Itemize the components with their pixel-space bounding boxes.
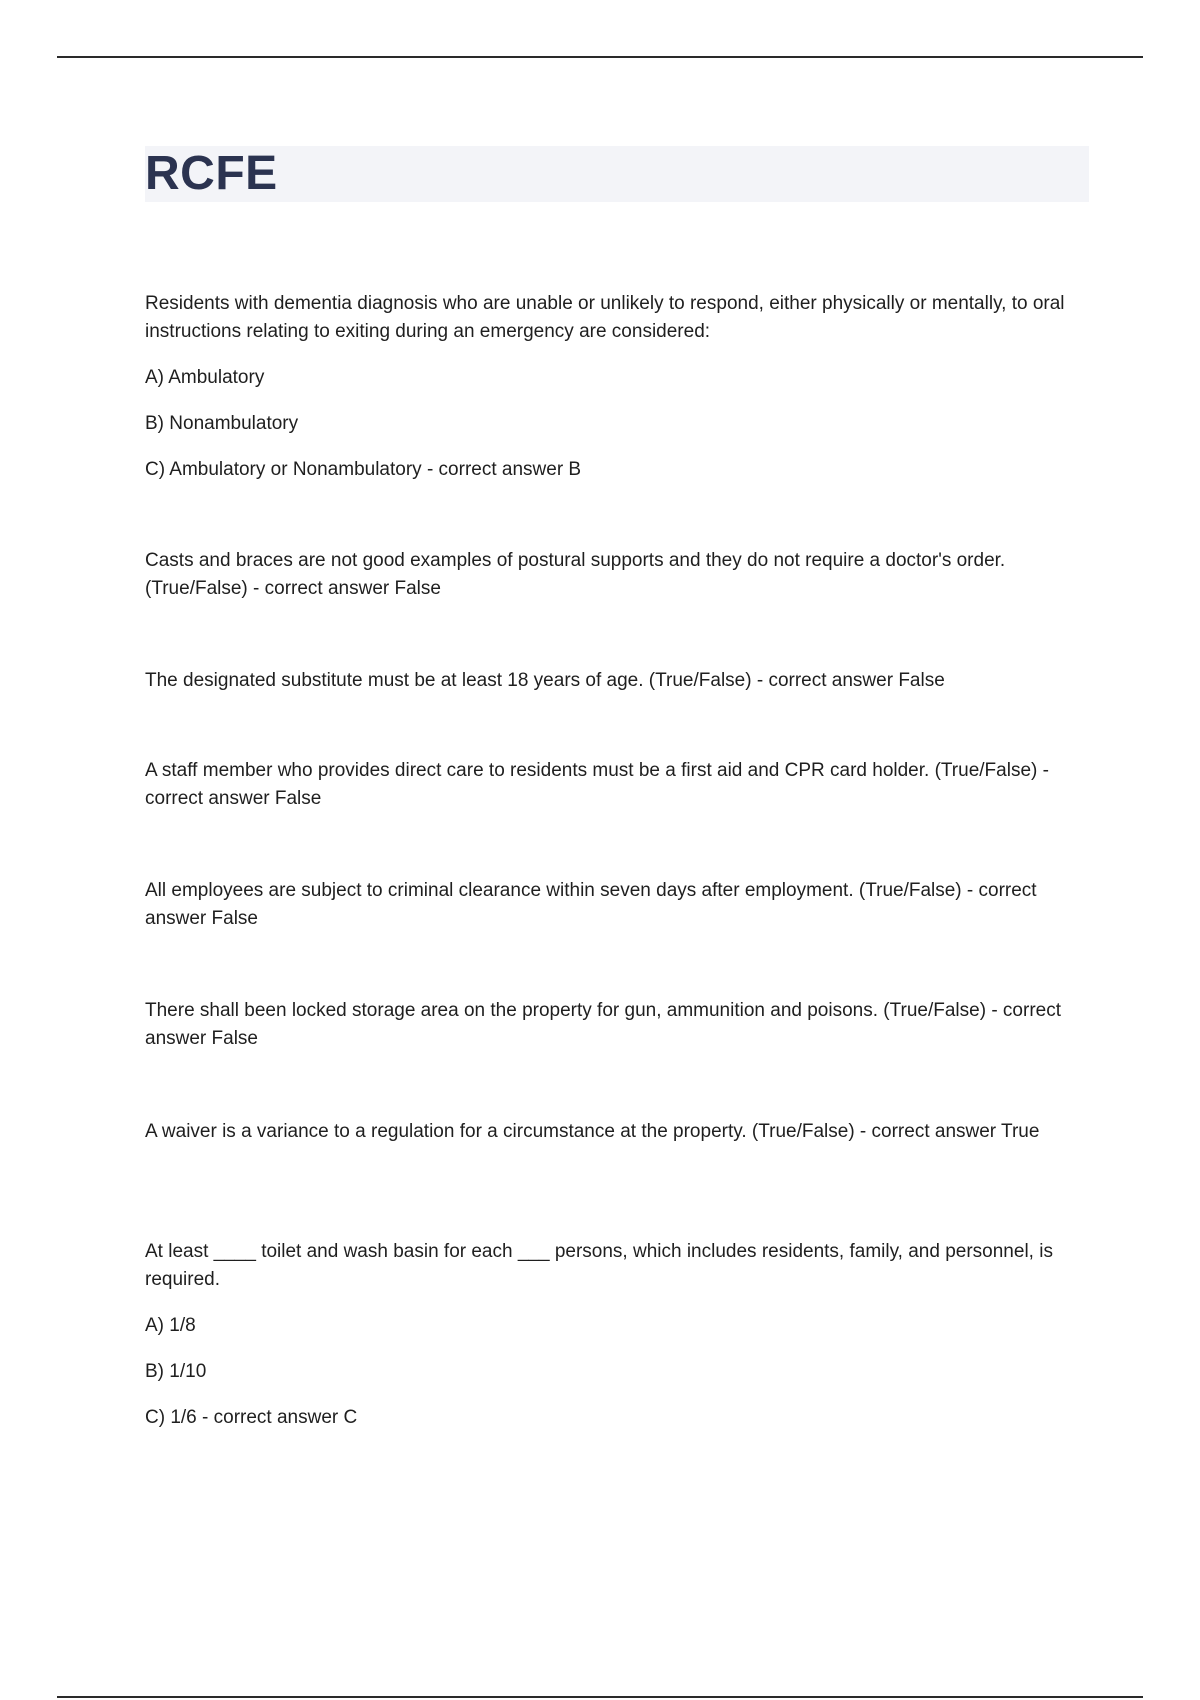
question-item	[145, 547, 1085, 603]
answer-option: B) 1/10	[145, 1361, 207, 1382]
answer-option: C) 1/6 - correct answer C	[145, 1407, 358, 1428]
document-title: RCFE	[145, 147, 278, 200]
question-prompt: At least ____ toilet and wash basin for each ___ persons, which includes residents, family, and personnel, is required.	[145, 1241, 1053, 1290]
question-prompt: Residents with dementia diagnosis who are unable or unlikely to respond, either physically or mentally, to oral instructions relating to exiting during an emergency are considered:	[145, 293, 1065, 342]
question-item	[145, 997, 1085, 1053]
answer-option: B) Nonambulatory	[145, 413, 299, 434]
question-prompt: A staff member who provides direct care to residents must be a first aid and CPR card holder. (True/False) - correct answer False	[145, 760, 1049, 809]
question-prompt: Casts and braces are not good examples of postural supports and they do not require a doctor's order. (True/False) - correct answer False	[145, 550, 1006, 599]
question-prompt: A waiver is a variance to a regulation for a circumstance at the property. (True/False) - correct answer True	[145, 1121, 1040, 1142]
question-item	[145, 877, 1085, 933]
top-divider	[57, 56, 1143, 58]
question-prompt: All employees are subject to criminal clearance within seven days after employment. (True/False) - correct answer False	[145, 880, 1037, 929]
answer-option: A) 1/8	[145, 1315, 196, 1336]
answer-option: C) Ambulatory or Nonambulatory - correct answer B	[145, 459, 582, 480]
question-prompt: The designated substitute must be at least 18 years of age. (True/False) - correct answer False	[145, 670, 945, 691]
question-item	[145, 1238, 1085, 1432]
question-item	[145, 1118, 1039, 1146]
bottom-divider	[57, 1696, 1143, 1698]
question-item	[145, 667, 945, 695]
question-item	[145, 757, 1085, 813]
answer-option: A) Ambulatory	[145, 367, 265, 388]
question-item	[145, 290, 1085, 484]
title-band	[145, 146, 1089, 202]
question-prompt: There shall been locked storage area on the property for gun, ammunition and poisons. (True/False) - correct answer False	[145, 1000, 1061, 1049]
